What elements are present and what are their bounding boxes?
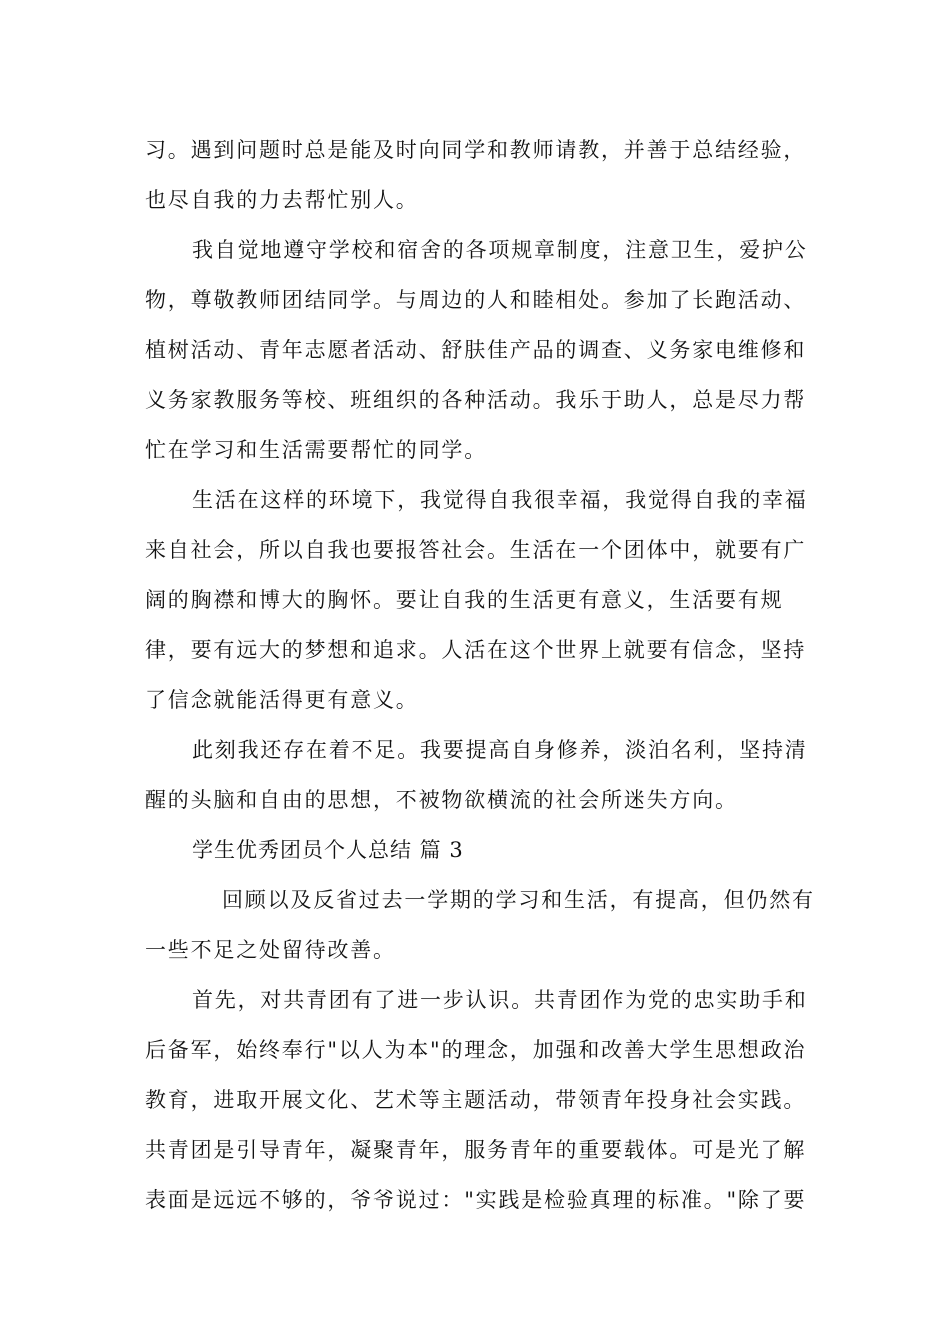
text-line: 也尽自我的力去帮忙别人。 (145, 188, 419, 212)
text-line: 表面是远远不够的，爷爷说过："实践是检验真理的标准。"除了要 (145, 1188, 807, 1212)
text-line: 一些不足之处留待改善。 (145, 938, 396, 962)
paragraph-first-line: 回顾以及反省过去一学期的学习和生活，有提高，但仍然有 (222, 888, 815, 912)
paragraph-first-line: 此刻我还存在着不足。我要提高自身修养，淡泊名利，坚持清 (192, 738, 808, 762)
text-line: 律，要有远大的梦想和追求。人活在这个世界上就要有信念，坚持 (145, 638, 807, 662)
text-line: 共青团是引导青年，凝聚青年，服务青年的重要载体。可是光了解 (145, 1138, 807, 1162)
text-line: 来自社会，所以自我也要报答社会。生活在一个团体中，就要有广 (145, 538, 807, 562)
text-line: 物，尊敬教师团结同学。与周边的人和睦相处。参加了长跑活动、 (145, 288, 807, 312)
text-line: 植树活动、青年志愿者活动、舒肤佳产品的调查、义务家电维修和 (145, 338, 807, 362)
text-line: 教育，进取开展文化、艺术等主题活动，带领青年投身社会实践。 (145, 1088, 807, 1112)
section-heading: 学生优秀团员个人总结 篇 3 (192, 838, 464, 862)
paragraph-first-line: 生活在这样的环境下，我觉得自我很幸福，我觉得自我的幸福 (192, 488, 808, 512)
paragraph-first-line: 首先，对共青团有了进一步认识。共青团作为党的忠实助手和 (192, 988, 808, 1012)
text-line: 醒的头脑和自由的思想，不被物欲横流的社会所迷失方向。 (145, 788, 738, 812)
text-line: 习。遇到问题时总是能及时向同学和教师请教，并善于总结经验， (145, 138, 807, 162)
text-line: 阔的胸襟和博大的胸怀。要让自我的生活更有意义，生活要有规 (145, 588, 784, 612)
text-line: 义务家教服务等校、班组织的各种活动。我乐于助人，总是尽力帮 (145, 388, 807, 412)
text-line: 后备军，始终奉行"以人为本"的理念，加强和改善大学生思想政治 (145, 1038, 807, 1062)
paragraph-first-line: 我自觉地遵守学校和宿舍的各项规章制度，注意卫生，爱护公 (192, 238, 808, 262)
text-line: 了信念就能活得更有意义。 (145, 688, 419, 712)
text-line: 忙在学习和生活需要帮忙的同学。 (145, 438, 487, 462)
